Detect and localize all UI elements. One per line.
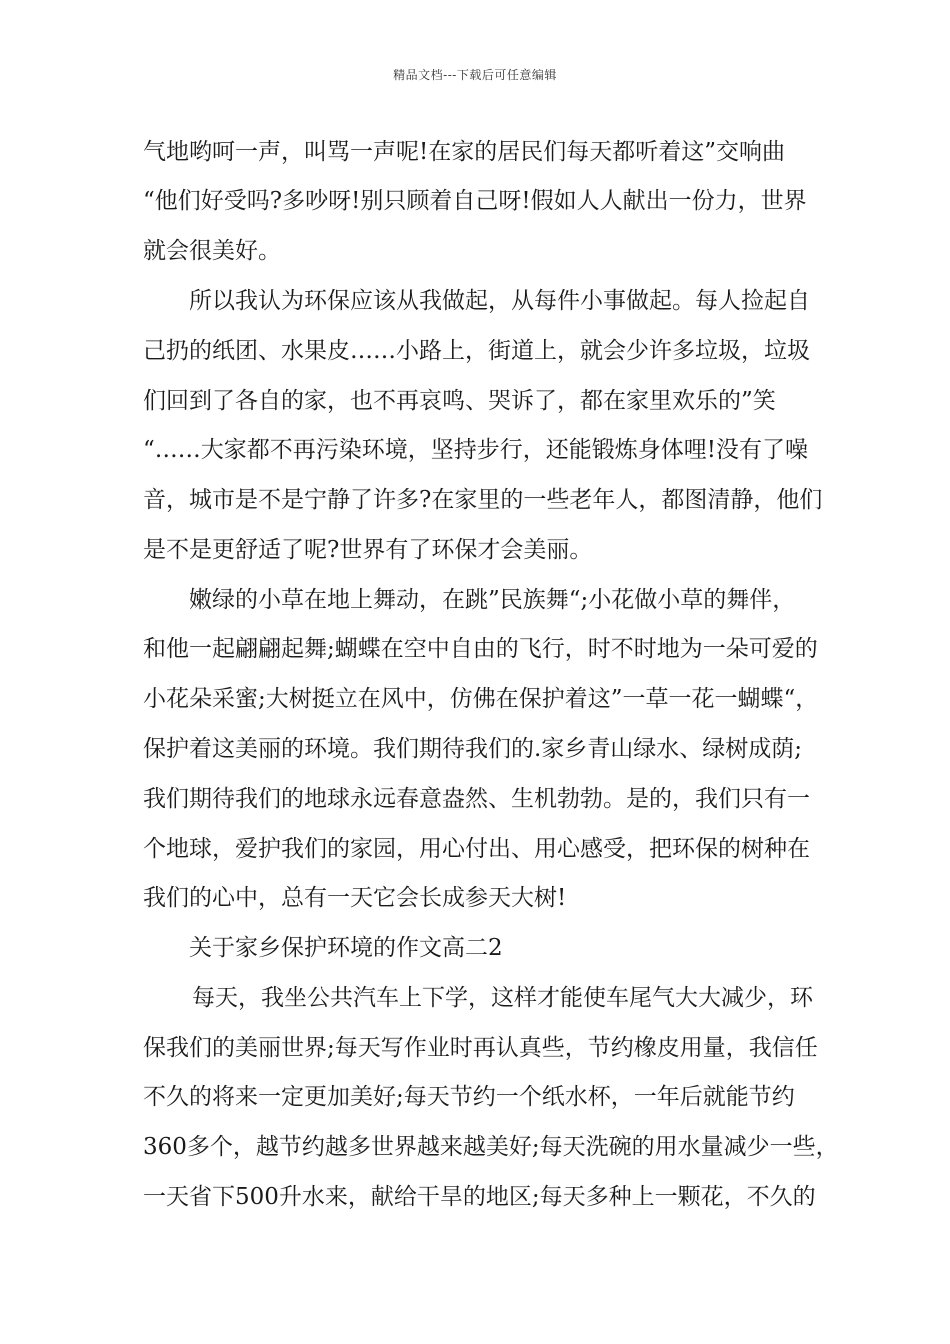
text-line: 小花朵采蜜;大树挺立在风中，仿佛在保护着这”一草一花一蝴蝶“， xyxy=(143,686,819,712)
text-line: 我们期待我们的地球永远春意盎然、生机勃勃。是的，我们只有一 xyxy=(143,786,810,812)
text-line: 我们的心中，总有一天它会长成参天大树! xyxy=(143,885,567,911)
text-line: 保我们的美丽世界;每天写作业时再认真些，节约橡皮用量，我信任 xyxy=(143,1035,818,1061)
text-line: 每天，我坐公共汽车上下学，这样才能使车尾气大大减少，环 xyxy=(192,985,813,1011)
text-line: 气地哟呵一声，叫骂一声呢!在家的居民们每天都听着这”交响曲 xyxy=(143,139,786,165)
section-heading: 关于家乡保护环境的作文高二2 xyxy=(189,935,503,961)
text-line: “他们好受吗?多吵呀!别只顾着自己呀!假如人人献出一份力，世界 xyxy=(143,188,807,214)
text-line: 保护着这美丽的环境。我们期待我们的.家乡青山绿水、绿树成荫; xyxy=(143,736,803,762)
text-line: 是不是更舒适了呢?世界有了环保才会美丽。 xyxy=(143,537,593,563)
text-line: 嫩绿的小草在地上舞动，在跳”民族舞“;小花做小草的舞伴， xyxy=(189,587,796,613)
text-line: 个地球，爱护我们的家园，用心付出、用心感受，把环保的树种在 xyxy=(143,836,810,862)
text-line: 就会很美好。 xyxy=(143,238,281,264)
text-line: 一天省下500升水来，献给干旱的地区;每天多种上一颗花，不久的 xyxy=(143,1184,816,1210)
text-line: “……大家都不再污染环境，坚持步行，还能锻炼身体哩!没有了噪 xyxy=(143,437,809,463)
text-line: 己扔的纸团、水果皮……小路上，街道上，就会少许多垃圾，垃圾 xyxy=(143,338,810,364)
text-line: 不久的将来一定更加美好;每天节约一个纸水杯，一年后就能节约 xyxy=(143,1084,795,1110)
text-line: 所以我认为环保应该从我做起，从每件小事做起。每人捡起自 xyxy=(189,288,810,314)
text-line: 360多个，越节约越多世界越来越美好;每天洗碗的用水量减少一些， xyxy=(143,1134,839,1160)
text-line: 们回到了各自的家，也不再哀鸣、哭诉了，都在家里欢乐的”笑 xyxy=(143,388,776,414)
page-header: 精品文档---下载后可任意编辑 xyxy=(393,68,557,82)
text-line: 和他一起翩翩起舞;蝴蝶在空中自由的飞行，时不时地为一朵可爱的 xyxy=(143,636,818,662)
text-line: 音，城市是不是宁静了许多?在家里的一些老年人，都图清静，他们 xyxy=(143,487,823,513)
